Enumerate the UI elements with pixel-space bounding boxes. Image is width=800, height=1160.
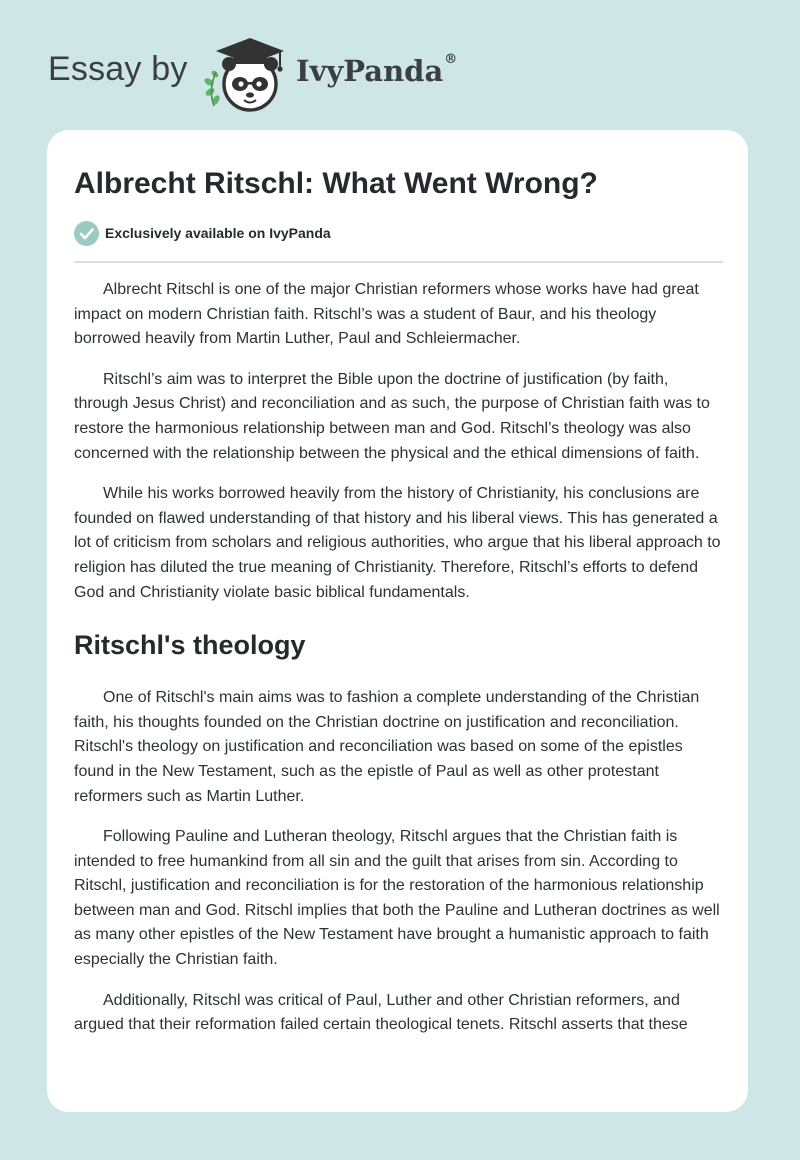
panda-graduate-icon	[200, 34, 292, 116]
section-paragraph-3: Additionally, Ritschl was critical of Paul, Luther and other Christian reformers, and argued that their reformation failed certain theological tenets. Ritschl asserts that these	[74, 991, 688, 1034]
brand-name: IvyPanda®	[296, 52, 458, 88]
brand-prefix: Essay by	[48, 50, 188, 88]
title-divider	[74, 261, 723, 263]
intro-paragraph-1: Albrecht Ritschl is one of the major Christian reformers whose works have had great impact on modern Christian faith. Ritschl’s was a student of Baur, and his theology borrowed heavily from Martin Luther, Paul and Schleiermacher.	[74, 281, 699, 348]
intro-paragraph-2: Ritschl’s aim was to interpret the Bible upon the doctrine of justification (by faith, through Jesus Christ) and reconciliation and as such, the purpose of Christian faith was to restore the harmonious relationship between man and God. Ritschl’s theology was also concerned with the relationship between the physical and the ethical dimensions of faith.	[74, 370, 710, 462]
essay-content	[74, 166, 723, 1038]
check-circle-icon	[74, 221, 99, 246]
essay-card	[47, 130, 748, 1112]
section-paragraph-1: One of Ritschl's main aims was to fashion a complete understanding of the Christian faith, his thoughts founded on the Christian doctrine on justification and reconciliation. Ritschl's theology on justification and reconciliation was based on some of the epistles found in the New Testament, such as the epistle of Paul as well as other protestant reformers such as Martin Luther.	[74, 689, 700, 805]
exclusive-badge	[74, 220, 723, 246]
page-title: Albrecht Ritschl: What Went Wrong?	[74, 167, 598, 200]
intro-paragraph-3: While his works borrowed heavily from the history of Christianity, his conclusions are founded on flawed understanding of that history and his liberal views. This has generated a lot of criticism from scholars and religious authorities, who argue that his liberal approach to religion has diluted the true meaning of Christianity. Therefore, Ritschl’s efforts to defend God and Christianity violate basic biblical fundamentals.	[74, 485, 721, 601]
exclusive-badge-text: Exclusively available on IvyPanda	[105, 225, 331, 241]
section-paragraph-2: Following Pauline and Lutheran theology, Ritschl argues that the Christian faith is intended to free humankind from all sin and the guilt that arises from sin. According to Ritschl, justification and reconciliation is for the restoration of the harmonious relationship between man and God. Ritschl implies that both the Pauline and Lutheran doctrines as well as many other epistles of the New Testament have brought a humanistic approach to faith especially the Christian faith.	[74, 828, 720, 969]
brand-header	[48, 28, 508, 118]
section-heading: Ritschl's theology	[74, 630, 306, 661]
registered-mark: ®	[444, 52, 458, 67]
